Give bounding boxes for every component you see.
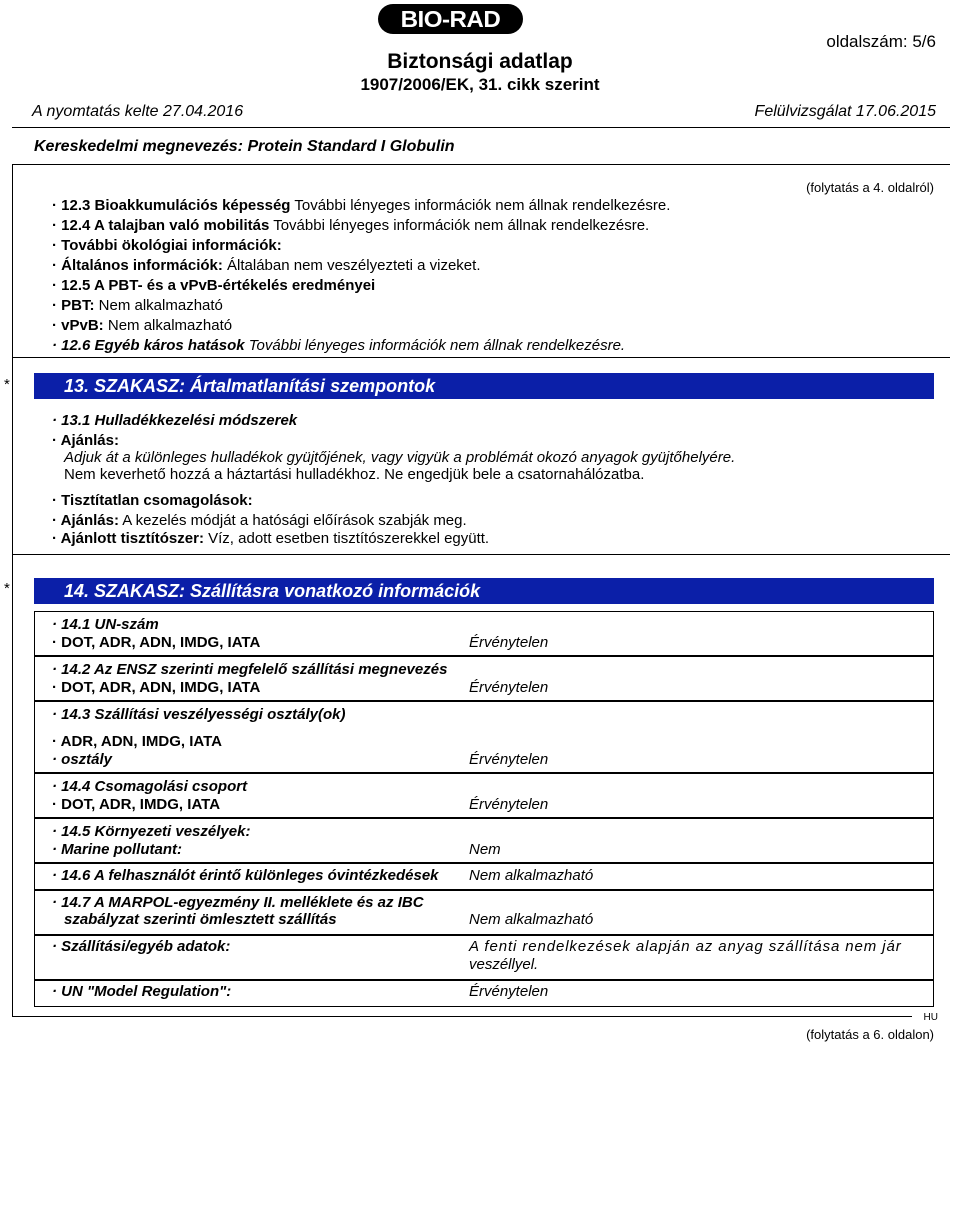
document-subtitle: 1907/2006/EK, 31. cikk szerint	[360, 75, 600, 94]
s12-further-eco: · További ökológiai információk:	[52, 237, 282, 254]
s14-class-value: Érvénytelen	[469, 751, 549, 768]
s13-recommendation: · Ajánlás:	[52, 432, 119, 449]
s14-name-head: · 14.2 Az ENSZ szerinti megfelelő szállítási megnevezés	[52, 661, 448, 678]
section14-title: 14. SZAKASZ: Szállításra vonatkozó információk	[34, 578, 934, 604]
s14-model-reg-value: Érvénytelen	[469, 983, 549, 1000]
s14-class-head: · 14.3 Szállítási veszélyességi osztály(ok)	[52, 706, 346, 723]
language-code: HU	[923, 1012, 938, 1023]
section12-rule	[12, 165, 13, 357]
header-divider	[12, 127, 950, 128]
trade-name-divider	[12, 164, 950, 165]
section13-rule	[12, 358, 13, 554]
s12-mobility: · 12.4 A talajban való mobilitás További lényeges információk nem állnak rendelkezésre.	[52, 217, 650, 234]
s14-class-label2: · osztály	[52, 751, 113, 768]
section14-rule	[12, 555, 13, 1017]
s14-marpol-label: · 14.7 A MARPOL-egyezmény II. melléklete és az IBC	[52, 894, 424, 911]
s14-precautions-value: Nem alkalmazható	[469, 867, 594, 884]
s13-methods: · 13.1 Hulladékkezelési módszerek	[52, 412, 298, 429]
section13-title: 13. SZAKASZ: Ártalmatlanítási szempontok	[34, 373, 934, 399]
s14-name-label: · DOT, ADR, ADN, IMDG, IATA	[52, 679, 261, 696]
s14-packing-head: · 14.4 Csomagolási csoport	[52, 778, 248, 795]
footer-divider	[12, 1016, 912, 1017]
s13-text1: Adjuk át a különleges hulladékok gyüjtőjének, vagy vigyük a problémát okozó anyagok gyüjtőhelyére.	[64, 449, 736, 466]
s14-un-label: · DOT, ADR, ADN, IMDG, IATA	[52, 634, 261, 651]
s14-packing-label: · DOT, ADR, IMDG, IATA	[52, 796, 221, 813]
s14-transport-value: A fenti rendelkezések alapján az anyag szállítása nem jár	[469, 938, 902, 955]
s12-general-info: · Általános információk: Általában nem veszélyezteti a vizeket.	[52, 257, 481, 274]
s14-marpol-value: Nem alkalmazható	[469, 911, 594, 928]
bio-rad-logo: BIO-RAD	[378, 4, 523, 34]
s14-class-label: · ADR, ADN, IMDG, IATA	[52, 733, 222, 750]
section13-divider	[12, 554, 950, 555]
revision-date: Felülvizsgálat 17.06.2015	[754, 103, 936, 120]
trade-name: Kereskedelmi megnevezés: Protein Standard I Globulin	[34, 138, 455, 155]
s14-un-head: · 14.1 UN-szám	[52, 616, 159, 633]
page-number: oldalszám: 5/6	[826, 32, 936, 51]
s13-cleaning-agent: · Ajánlott tisztítószer: Víz, adott esetben tisztítószerekkel együtt.	[52, 530, 490, 547]
change-marker: *	[4, 580, 10, 597]
section12-divider	[12, 357, 950, 358]
s13-uncleaned: · Tisztítatlan csomagolások:	[52, 492, 253, 509]
s14-env-value: Nem	[469, 841, 501, 858]
continued-to: (folytatás a 6. oldalon)	[806, 1027, 934, 1042]
s14-env-head: · 14.5 Környezeti veszélyek:	[52, 823, 251, 840]
print-date: A nyomtatás kelte 27.04.2016	[32, 103, 244, 120]
s14-packing-value: Érvénytelen	[469, 796, 549, 813]
s14-env-label: · Marine pollutant:	[52, 841, 182, 858]
s14-transport-value2: veszéllyel.	[469, 956, 539, 973]
s14-un-value: Érvénytelen	[469, 634, 549, 651]
change-marker: *	[4, 376, 10, 393]
s12-vpvb: · vPvB: Nem alkalmazható	[52, 317, 233, 334]
s14-model-reg-label: · UN "Model Regulation":	[52, 983, 232, 1000]
s13-recommendation2: · Ajánlás: A kezelés módját a hatósági előírások szabják meg.	[52, 512, 467, 529]
s12-bioaccumulation: · 12.3 Bioakkumulációs képesség További lényeges információk nem állnak rendelkezésre.	[52, 197, 671, 214]
continued-from: (folytatás a 4. oldalról)	[806, 180, 934, 195]
s12-pbt: · PBT: Nem alkalmazható	[52, 297, 223, 314]
s13-text2: Nem keverhető hozzá a háztartási hulladékhoz. Ne engedjük bele a csatornahálózatba.	[64, 466, 645, 483]
s14-name-value: Érvénytelen	[469, 679, 549, 696]
s14-transport-label: · Szállítási/egyéb adatok:	[52, 938, 231, 955]
s12-other-effects: · 12.6 Egyéb káros hatások További lényeges információk nem állnak rendelkezésre.	[52, 337, 626, 354]
s14-precautions-label: · 14.6 A felhasználót érintő különleges óvintézkedések	[52, 867, 439, 884]
s14-marpol-label2: szabályzat szerinti ömlesztett szállítás	[64, 911, 337, 928]
document-title: Biztonsági adatlap	[387, 50, 573, 73]
s12-pbt-heading: · 12.5 A PBT- és a vPvB-értékelés eredményei	[52, 277, 376, 294]
